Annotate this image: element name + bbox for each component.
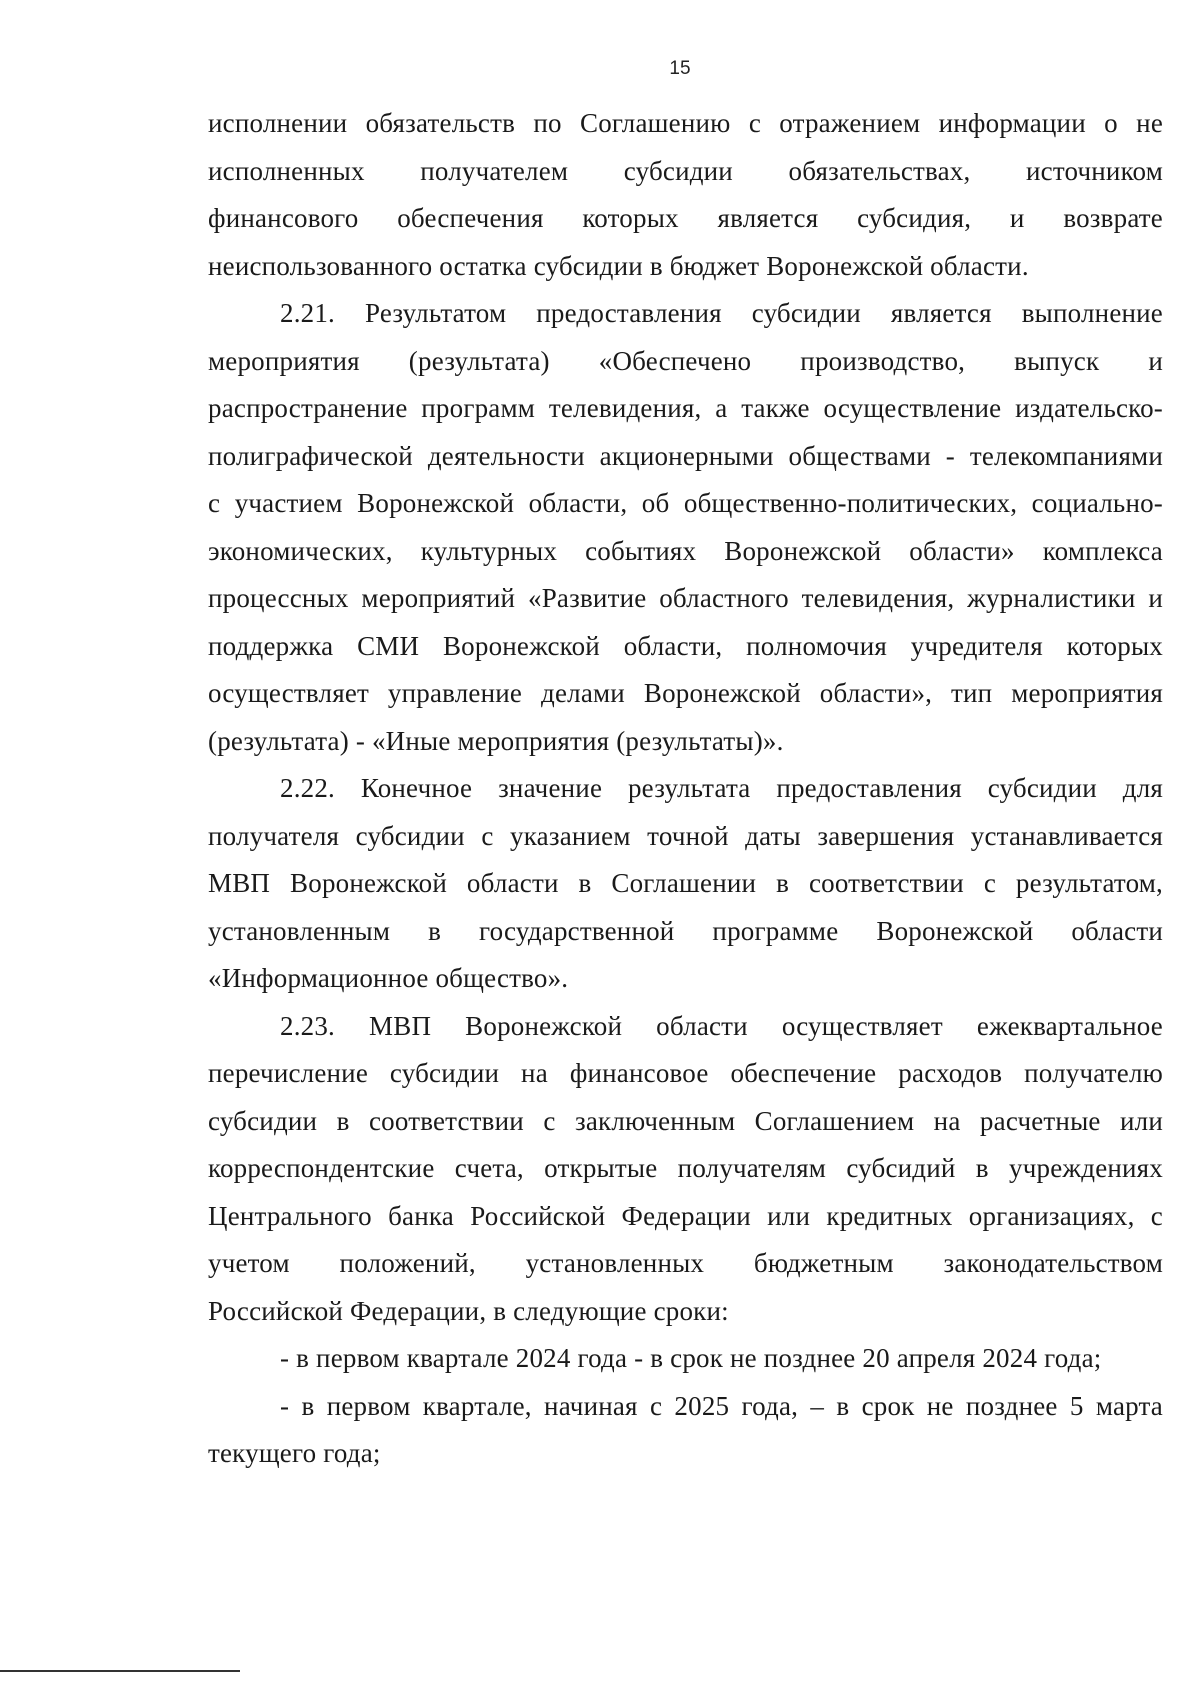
text-line: мероприятия (результата) «Обеспечено производство, выпуск и — [208, 345, 1163, 376]
text-line: текущего года; — [208, 1438, 381, 1468]
text-line: субсидии в соответствии с заключенным Соглашением на расчетные или — [208, 1105, 1163, 1136]
text-line: «Информационное общество». — [208, 963, 569, 993]
text-line: осуществляет управление делами Воронежской области», тип мероприятия — [208, 678, 1163, 708]
text-line: установленным в государственной программе Воронежской области — [208, 915, 1163, 946]
text-line: с участием Воронежской области, об общественно-политических, социально- — [208, 488, 1163, 518]
text-line: распространение программ телевидения, а также осуществление издательско- — [208, 393, 1163, 423]
text-line: 2.22. Конечное значение результата предоставления субсидии для — [280, 773, 1163, 803]
text-line: перечисление субсидии на финансовое обеспечение расходов получателю — [208, 1058, 1163, 1088]
text-line: Российской Федерации, в следующие сроки: — [208, 1295, 729, 1326]
paragraph-b1 — [208, 1335, 1163, 1383]
text-line: финансового обеспечения которых является субсидия, и возврате — [208, 203, 1163, 233]
text-line: исполнении обязательств по Соглашению с отражением информации о не — [208, 108, 1163, 138]
document-body — [208, 100, 1163, 1478]
paragraph-p222 — [208, 765, 1163, 1003]
text-line: поддержка СМИ Воронежской области, полномочия учредителя которых — [208, 630, 1163, 661]
text-line: 2.21. Результатом предоставления субсидии является выполнение — [280, 298, 1163, 328]
text-line: неиспользованного остатка субсидии в бюджет Воронежской области. — [208, 250, 1029, 281]
text-line: Центрального банка Российской Федерации или кредитных организациях, с — [208, 1200, 1163, 1231]
text-line: учетом положений, установленных бюджетным законодательством — [208, 1248, 1163, 1278]
text-line: (результата) - «Иные мероприятия (результаты)». — [208, 725, 784, 756]
paragraph-cont — [208, 100, 1163, 290]
text-line: экономических, культурных событиях Воронежской области» комплекса — [208, 535, 1163, 566]
text-line: корреспондентские счета, открытые получателям субсидий в учреждениях — [208, 1153, 1163, 1183]
paragraph-p223 — [208, 1003, 1163, 1336]
paragraph-b2 — [208, 1383, 1163, 1478]
text-line: полиграфической деятельности акционерными обществами - телекомпаниями — [208, 440, 1163, 471]
text-line: - в первом квартале 2024 года - в срок не позднее 20 апреля 2024 года; — [280, 1343, 1102, 1373]
text-line: МВП Воронежской области в Соглашении в соответствии с результатом, — [208, 868, 1163, 898]
text-line: исполненных получателем субсидии обязательствах, источником — [208, 155, 1163, 186]
bottom-rule — [0, 1670, 240, 1672]
text-line: - в первом квартале, начиная с 2025 года, – в срок не позднее 5 марта — [280, 1390, 1163, 1421]
text-line: процессных мероприятий «Развитие областного телевидения, журналистики и — [208, 583, 1163, 613]
text-line: получателя субсидии с указанием точной даты завершения устанавливается — [208, 820, 1163, 851]
paragraph-p221 — [208, 290, 1163, 765]
page-number: 15 — [669, 58, 691, 79]
text-line: 2.23. МВП Воронежской области осуществляет ежеквартальное — [280, 1010, 1163, 1041]
